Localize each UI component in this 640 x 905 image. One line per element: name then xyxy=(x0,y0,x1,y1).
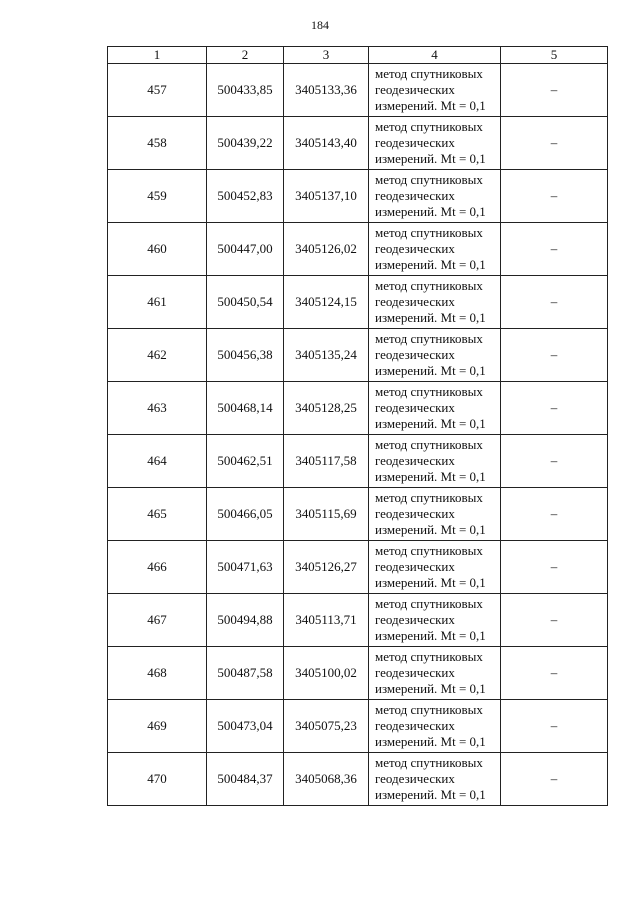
method-line: измерений. Mt = 0,1 xyxy=(375,416,486,431)
table-row xyxy=(108,117,608,170)
x-coordinate-cell: 500466,05 xyxy=(207,488,284,541)
y-coordinate-cell: 3405117,58 xyxy=(284,435,369,488)
point-number-cell: 461 xyxy=(108,276,207,329)
table-row xyxy=(108,170,608,223)
point-number-cell: 458 xyxy=(108,117,207,170)
x-coordinate-cell: 500468,14 xyxy=(207,382,284,435)
y-coordinate-cell: 3405135,24 xyxy=(284,329,369,382)
x-coordinate-cell: 500433,85 xyxy=(207,64,284,117)
coordinates-table xyxy=(107,46,608,806)
note-cell: – xyxy=(501,700,608,753)
point-number-cell: 463 xyxy=(108,382,207,435)
method-cell xyxy=(369,170,501,223)
note-cell: – xyxy=(501,170,608,223)
method-line: измерений. Mt = 0,1 xyxy=(375,522,486,537)
method-line: метод спутниковых xyxy=(375,331,483,346)
method-line: измерений. Mt = 0,1 xyxy=(375,575,486,590)
method-line: измерений. Mt = 0,1 xyxy=(375,734,486,749)
y-coordinate-cell: 3405113,71 xyxy=(284,594,369,647)
x-coordinate-cell: 500473,04 xyxy=(207,700,284,753)
y-coordinate-cell: 3405133,36 xyxy=(284,64,369,117)
x-coordinate-cell: 500450,54 xyxy=(207,276,284,329)
note-cell: – xyxy=(501,647,608,700)
method-line: метод спутниковых xyxy=(375,596,483,611)
note-cell: – xyxy=(501,223,608,276)
note-cell: – xyxy=(501,541,608,594)
note-cell: – xyxy=(501,117,608,170)
method-line: метод спутниковых xyxy=(375,490,483,505)
table-row xyxy=(108,223,608,276)
x-coordinate-cell: 500487,58 xyxy=(207,647,284,700)
y-coordinate-cell: 3405126,02 xyxy=(284,223,369,276)
method-line: геодезических xyxy=(375,241,455,256)
table-row xyxy=(108,541,608,594)
x-coordinate-cell: 500456,38 xyxy=(207,329,284,382)
method-cell xyxy=(369,223,501,276)
y-coordinate-cell: 3405068,36 xyxy=(284,753,369,806)
y-coordinate-cell: 3405137,10 xyxy=(284,170,369,223)
method-line: геодезических xyxy=(375,347,455,362)
method-line: измерений. Mt = 0,1 xyxy=(375,151,486,166)
method-line: геодезических xyxy=(375,400,455,415)
x-coordinate-cell: 500452,83 xyxy=(207,170,284,223)
method-cell xyxy=(369,435,501,488)
method-line: геодезических xyxy=(375,665,455,680)
note-cell: – xyxy=(501,488,608,541)
y-coordinate-cell: 3405124,15 xyxy=(284,276,369,329)
method-line: измерений. Mt = 0,1 xyxy=(375,469,486,484)
method-cell xyxy=(369,700,501,753)
method-line: геодезических xyxy=(375,135,455,150)
method-line: метод спутниковых xyxy=(375,172,483,187)
table-row xyxy=(108,753,608,806)
table-row xyxy=(108,382,608,435)
method-cell xyxy=(369,647,501,700)
method-cell xyxy=(369,753,501,806)
note-cell: – xyxy=(501,753,608,806)
method-line: метод спутниковых xyxy=(375,119,483,134)
page-number: 184 xyxy=(311,18,329,32)
method-line: геодезических xyxy=(375,612,455,627)
method-line: геодезических xyxy=(375,82,455,97)
point-number-cell: 459 xyxy=(108,170,207,223)
y-coordinate-cell: 3405126,27 xyxy=(284,541,369,594)
table-row xyxy=(108,276,608,329)
table-header-row xyxy=(108,47,608,64)
point-number-cell: 470 xyxy=(108,753,207,806)
method-line: метод спутниковых xyxy=(375,702,483,717)
method-line: метод спутниковых xyxy=(375,384,483,399)
header-cell-4: 4 xyxy=(369,47,501,64)
method-line: геодезических xyxy=(375,718,455,733)
method-line: измерений. Mt = 0,1 xyxy=(375,204,486,219)
point-number-cell: 464 xyxy=(108,435,207,488)
note-cell: – xyxy=(501,435,608,488)
method-cell xyxy=(369,594,501,647)
method-line: геодезических xyxy=(375,771,455,786)
method-cell xyxy=(369,276,501,329)
point-number-cell: 465 xyxy=(108,488,207,541)
header-cell-5: 5 xyxy=(501,47,608,64)
x-coordinate-cell: 500462,51 xyxy=(207,435,284,488)
method-line: измерений. Mt = 0,1 xyxy=(375,628,486,643)
table-row xyxy=(108,594,608,647)
method-cell xyxy=(369,382,501,435)
method-line: геодезических xyxy=(375,294,455,309)
method-line: метод спутниковых xyxy=(375,755,483,770)
method-line: измерений. Mt = 0,1 xyxy=(375,310,486,325)
note-cell: – xyxy=(501,64,608,117)
y-coordinate-cell: 3405115,69 xyxy=(284,488,369,541)
method-line: измерений. Mt = 0,1 xyxy=(375,363,486,378)
point-number-cell: 466 xyxy=(108,541,207,594)
method-line: метод спутниковых xyxy=(375,437,483,452)
y-coordinate-cell: 3405128,25 xyxy=(284,382,369,435)
method-line: геодезических xyxy=(375,453,455,468)
note-cell: – xyxy=(501,382,608,435)
note-cell: – xyxy=(501,276,608,329)
table-row xyxy=(108,64,608,117)
y-coordinate-cell: 3405100,02 xyxy=(284,647,369,700)
point-number-cell: 462 xyxy=(108,329,207,382)
x-coordinate-cell: 500439,22 xyxy=(207,117,284,170)
method-cell xyxy=(369,117,501,170)
point-number-cell: 460 xyxy=(108,223,207,276)
method-cell xyxy=(369,329,501,382)
point-number-cell: 457 xyxy=(108,64,207,117)
x-coordinate-cell: 500494,88 xyxy=(207,594,284,647)
method-line: геодезических xyxy=(375,506,455,521)
x-coordinate-cell: 500471,63 xyxy=(207,541,284,594)
note-cell: – xyxy=(501,329,608,382)
method-line: геодезических xyxy=(375,559,455,574)
header-cell-3: 3 xyxy=(284,47,369,64)
note-cell: – xyxy=(501,594,608,647)
method-line: измерений. Mt = 0,1 xyxy=(375,787,486,802)
point-number-cell: 468 xyxy=(108,647,207,700)
x-coordinate-cell: 500447,00 xyxy=(207,223,284,276)
table-row xyxy=(108,329,608,382)
method-line: измерений. Mt = 0,1 xyxy=(375,681,486,696)
header-cell-1: 1 xyxy=(108,47,207,64)
table-row xyxy=(108,700,608,753)
point-number-cell: 467 xyxy=(108,594,207,647)
method-line: метод спутниковых xyxy=(375,225,483,240)
x-coordinate-cell: 500484,37 xyxy=(207,753,284,806)
y-coordinate-cell: 3405143,40 xyxy=(284,117,369,170)
method-line: метод спутниковых xyxy=(375,543,483,558)
method-line: измерений. Mt = 0,1 xyxy=(375,257,486,272)
header-cell-2: 2 xyxy=(207,47,284,64)
method-line: метод спутниковых xyxy=(375,278,483,293)
method-line: метод спутниковых xyxy=(375,66,483,81)
method-cell xyxy=(369,541,501,594)
table-row xyxy=(108,647,608,700)
y-coordinate-cell: 3405075,23 xyxy=(284,700,369,753)
point-number-cell: 469 xyxy=(108,700,207,753)
method-cell xyxy=(369,64,501,117)
method-line: метод спутниковых xyxy=(375,649,483,664)
table-row xyxy=(108,488,608,541)
method-line: геодезических xyxy=(375,188,455,203)
table-row xyxy=(108,435,608,488)
method-cell xyxy=(369,488,501,541)
method-line: измерений. Mt = 0,1 xyxy=(375,98,486,113)
table-body xyxy=(108,64,608,806)
